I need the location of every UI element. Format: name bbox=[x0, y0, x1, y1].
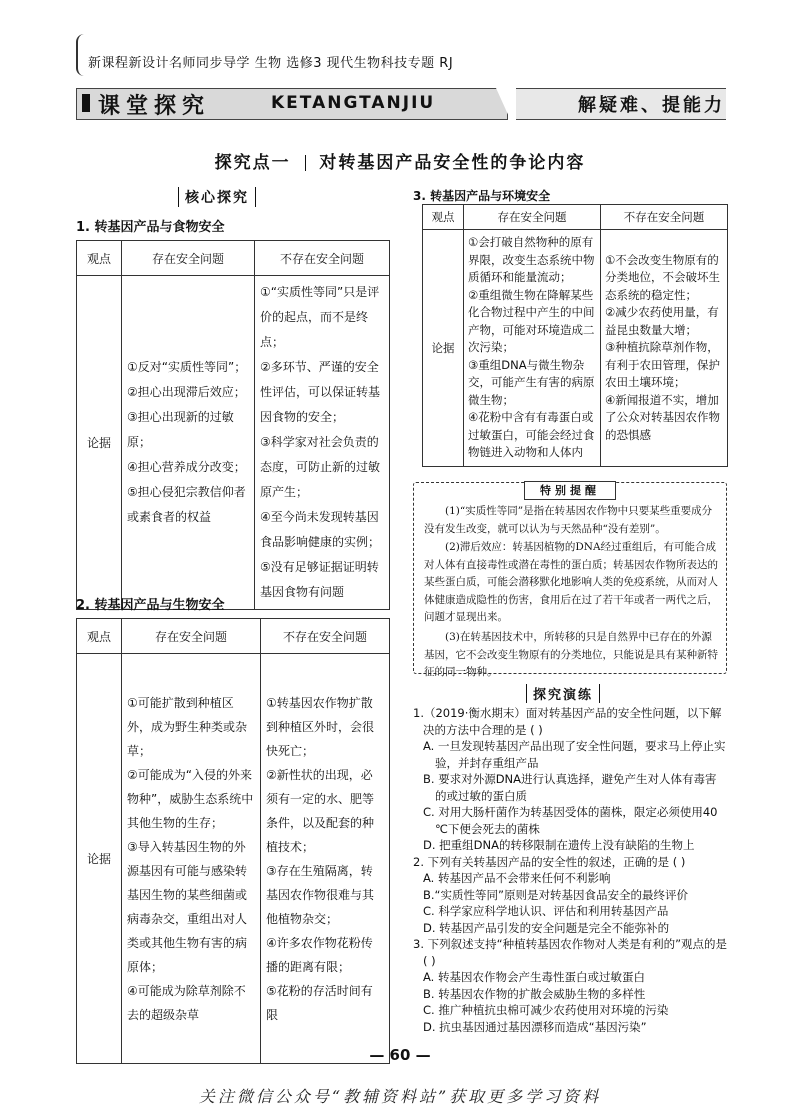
question-3-option-b: B. 转基因农作物的扩散会威胁生物的多样性 bbox=[423, 986, 646, 1001]
practice-list bbox=[413, 705, 728, 1035]
table2-title: 2. 转基因产品与生物安全 bbox=[76, 598, 225, 613]
banner-left-mark bbox=[82, 94, 90, 112]
t3-not-exist-cell: ①不会改变生物原有的分类地位，不会破坏生态系统的稳定性； ②减少农药使用量，有益昆虫数量大增； ③种植抗除草剂作物，有利于农田管理，保护农田土壤环境； ④新闻报道不实，增加了公众对转基因农作物的恐惧感 bbox=[601, 230, 728, 467]
question-1-option-a: A. 一旦发现转基因产品出现了安全性问题，要求马上停止实验，并封存重组产品 bbox=[423, 739, 726, 770]
question-2-option-b: B.“实质性等同”原则是对转基因食品安全的最终评价 bbox=[423, 887, 688, 902]
section-title-text: 对转基因产品安全性的争论内容 bbox=[319, 153, 586, 173]
section-divider bbox=[305, 155, 306, 171]
page-number: — 60 — bbox=[369, 1046, 431, 1064]
question-3-option-c: C. 推广种植抗虫棉可减少农药使用对环境的污染 bbox=[423, 1003, 669, 1017]
question-2-stem: 2. 下列有关转基因产品的安全性的叙述，正确的是 ( ) bbox=[413, 854, 686, 869]
tip-paragraph-3: (3)在转基因技术中，所转移的只是自然界中已存在的外源基因，它不会改变生物原有的分类地位，只能说是具有某种新特征的同一物种。 bbox=[424, 631, 718, 678]
question-2-option-a: A. 转基因产品不会带来任何不利影响 bbox=[423, 871, 611, 885]
tip-label: 特别提醒 bbox=[524, 481, 616, 500]
running-header: 新课程新设计名师同步导学 生物 选修3 现代生物科技专题 RJ bbox=[88, 56, 454, 71]
table1-title: 1. 转基因产品与食物安全 bbox=[76, 220, 225, 235]
t1-exist-cell: ①反对“实质性等同”； ②担心出现滞后效应； ③担心出现新的过敏原； ④担心营养成分改变； ⑤担心侵犯宗教信仰者或素食者的权益 bbox=[122, 276, 255, 610]
t2-row-label: 论据 bbox=[77, 654, 122, 1064]
section-title bbox=[0, 148, 800, 173]
page-edge-mark bbox=[76, 34, 84, 76]
table-bio-safety bbox=[76, 618, 390, 1064]
question-1-option-d: D. 把重组DNA的转移限制在遗传上没有缺陷的生物上 bbox=[423, 838, 695, 852]
question-1-stem: 1.（2019·衡水期末）面对转基因产品的安全性问题，以下解决的方法中合理的是 ( ) bbox=[413, 706, 722, 737]
question-1-option-c: C. 对用大肠杆菌作为转基因受体的菌株，限定必须使用40 ℃下便会死去的菌株 bbox=[423, 805, 718, 836]
tip-paragraph-2: (2)滞后效应：转基因植物的DNA经过重组后，有可能合成对人体有直接毒性或潜在毒性的蛋白质；转基因农作物所表达的某些蛋白质，可能会潜移默化地影响人类的免疫系统，从而对人体健康造成隐性的伤害，食用后在过了若干年或者一两代之后，问题才显现出来。 bbox=[424, 541, 718, 623]
table3-title: 3. 转基因产品与环境安全 bbox=[413, 189, 551, 203]
t1-header-view: 观点 bbox=[77, 241, 122, 276]
banner-slash bbox=[496, 88, 510, 119]
practice-label: 探究演练 bbox=[526, 684, 600, 703]
tip-paragraph-1: (1)“实质性等同”是指在转基因农作物中只要某些重要成分没有发生改变，就可以认为与天然品种“没有差别”。 bbox=[424, 505, 713, 535]
banner-slogan: 解疑难、提能力 bbox=[578, 95, 725, 116]
core-label: 核心探究 bbox=[178, 187, 256, 207]
t2-header-view: 观点 bbox=[77, 619, 122, 654]
question-3-stem: 3. 下列叙述支持“种植转基因农作物对人类是有利的”观点的是 ( ) bbox=[413, 937, 728, 968]
t2-not-exist-cell: ①转基因农作物扩散到种植区外时，会很快死亡； ②新性状的出现，必须有一定的水、肥等条件，以及配套的种植技术； ③存在生殖隔离，转基因农作物很难与其他植物杂交； ④许多农作物花粉传播的距离有限； ⑤花粉的存活时间有限 bbox=[261, 654, 390, 1064]
section-prefix: 探究点一 bbox=[214, 153, 291, 173]
t1-row-label: 论据 bbox=[77, 276, 122, 610]
t2-header-exist: 存在安全问题 bbox=[122, 619, 261, 654]
section-banner bbox=[76, 88, 726, 118]
t3-row-label: 论据 bbox=[423, 230, 464, 467]
banner-title: 课堂探究 bbox=[98, 94, 211, 119]
t3-header-not-exist: 不存在安全问题 bbox=[601, 205, 728, 230]
t3-header-exist: 存在安全问题 bbox=[464, 205, 601, 230]
t3-exist-cell: ①会打破自然物种的原有界限，改变生态系统中物质循环和能量流动； ②重组微生物在降解某些化合物过程中产生的中间产物，可能对环境造成二次污染； ③重组DNA与微生物杂交，可能产生有害的病原微生物； ④花粉中含有有毒蛋白或过敏蛋白，可能会经过食物链进入动物和人体内 bbox=[464, 230, 601, 467]
table-env-safety bbox=[422, 204, 728, 467]
question-1-option-b: B. 要求对外源DNA进行认真选择，避免产生对人体有毒害的或过敏的蛋白质 bbox=[423, 772, 717, 803]
question-2-option-c: C. 科学家应科学地认识、评估和利用转基因产品 bbox=[423, 904, 669, 918]
question-3-option-d: D. 抗虫基因通过基因漂移而造成“基因污染” bbox=[423, 1019, 647, 1034]
footer-notice: 关注微信公众号“教辅资料站”获取更多学习资料 bbox=[198, 1087, 602, 1106]
question-2-option-d: D. 转基因产品引发的安全问题是完全不能弥补的 bbox=[423, 920, 670, 935]
t1-not-exist-cell: ①“实质性等同”只是评价的起点，而不是终点； ②多环节、严谨的安全性评估，可以保证转基因食物的安全； ③科学家对社会负责的态度，可防止新的过敏原产生； ④至今尚未发现转基因食品影响健康的实例； ⑤没有足够证据证明转基因食物有问题 bbox=[255, 276, 390, 610]
t2-header-not-exist: 不存在安全问题 bbox=[261, 619, 390, 654]
tip-box bbox=[413, 482, 727, 678]
t2-exist-cell: ①可能扩散到种植区外，成为野生种类或杂草； ②可能成为“入侵的外来物种”，威胁生态系统中其他生物的生存； ③导入转基因生物的外源基因有可能与感染转基因生物的某些细菌或病毒杂交，重组出对人类或其他生物有害的病原体； ④可能成为除草剂除不去的超级杂草 bbox=[122, 654, 261, 1064]
banner-pinyin: KETANGTANJIU bbox=[271, 93, 436, 113]
t1-header-not-exist: 不存在安全问题 bbox=[255, 241, 390, 276]
t3-header-view: 观点 bbox=[423, 205, 464, 230]
t1-header-exist: 存在安全问题 bbox=[122, 241, 255, 276]
question-3-option-a: A. 转基因农作物会产生毒性蛋白或过敏蛋白 bbox=[423, 970, 645, 984]
table-food-safety bbox=[76, 240, 390, 610]
